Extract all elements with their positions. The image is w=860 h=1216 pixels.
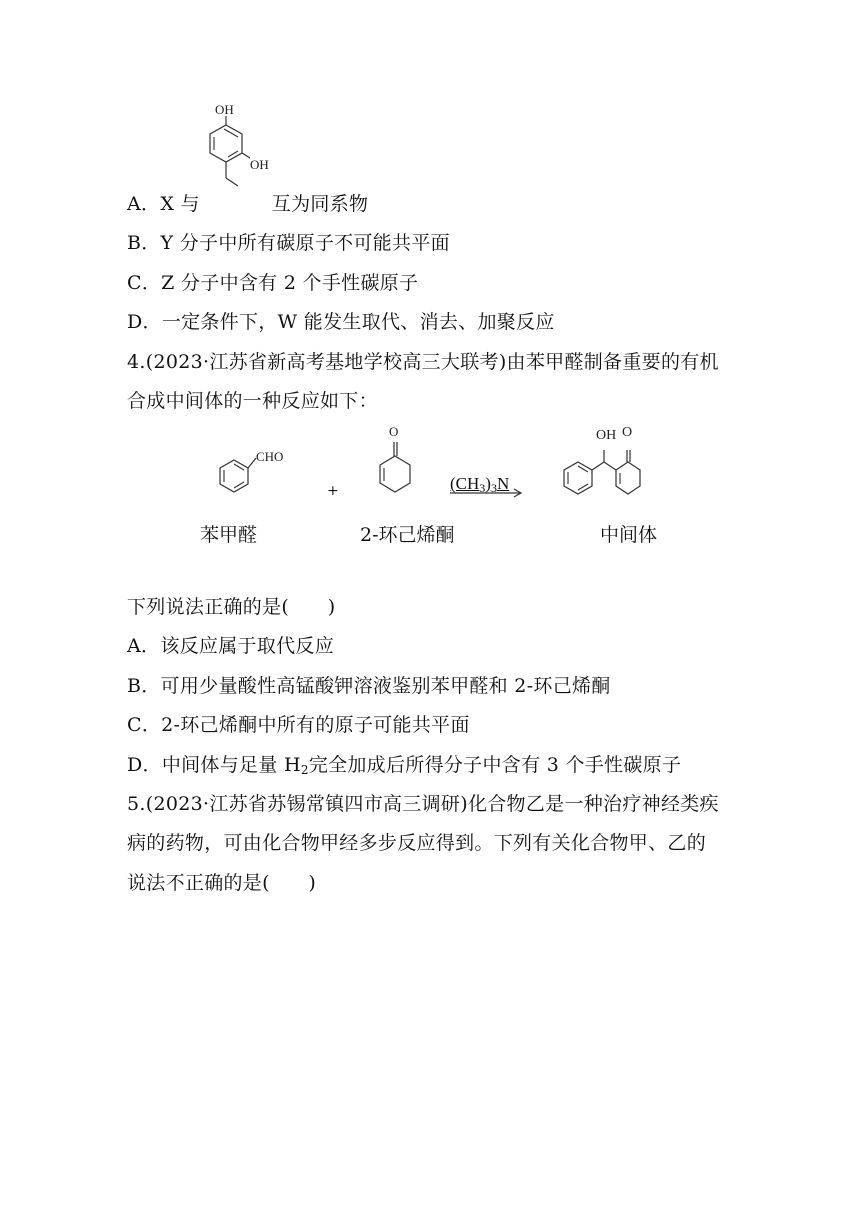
q4-stem-line-1: 4.(2023·江苏省新高考基地学校高三大联考)由苯甲醛制备重要的有机 <box>127 351 719 373</box>
q3-option-c: C．Z 分子中含有 2 个手性碳原子 <box>127 272 419 294</box>
q3-option-b: B．Y 分子中所有碳原子不可能共平面 <box>127 232 450 254</box>
oh-label-right: OH <box>250 157 269 172</box>
reaction-reagent: $(CH_3)_3N$ <box>450 474 510 495</box>
caption-benzaldehyde: 苯甲醛 <box>200 524 258 546</box>
oh-label-top: OH <box>215 102 234 117</box>
q4-option-c: C．2-环己烯酮中所有的原子可能共平面 <box>127 714 470 736</box>
q3-option-a-suffix: 互为同系物 <box>271 193 369 215</box>
q4-option-a: A．该反应属于取代反应 <box>127 635 335 657</box>
q5-stem-line-2: 病的药物，可由化合物甲经多步反应得到。下列有关化合物甲、乙的 <box>127 832 707 854</box>
cyclohexenone-structure <box>370 424 420 504</box>
benzaldehyde-structure <box>212 444 292 504</box>
q3-option-d: D．一定条件下，W 能发生取代、消去、加聚反应 <box>127 311 555 333</box>
intermediate-structure <box>558 424 658 504</box>
plus-sign: + <box>327 483 339 499</box>
caption-intermediate: 中间体 <box>600 524 658 546</box>
product-o-label: O <box>622 425 633 440</box>
q4-question: 下列说法正确的是( ) <box>127 596 336 618</box>
q4-option-b: B．可用少量酸性高锰酸钾溶液鉴别苯甲醛和 2-环己烯酮 <box>127 675 611 697</box>
reaction-arrow <box>450 488 526 498</box>
q5-stem-line-3: 说法不正确的是( ) <box>127 872 317 894</box>
q5-stem-line-1: 5.(2023·江苏省苏锡常镇四市高三调研)化合物乙是一种治疗神经类疾 <box>127 793 719 815</box>
product-oh-label: OH <box>596 428 617 443</box>
q3-option-a <box>127 192 368 216</box>
q4-stem-line-2: 合成中间体的一种反应如下： <box>127 390 378 412</box>
cho-label: CHO <box>256 449 284 464</box>
q4-option-d: D．中间体与足量 $H_2$完全加成后所得分子中含有 3 个手性碳原子 <box>127 754 682 777</box>
caption-cyclohexenone: 2-环己烯酮 <box>360 524 455 546</box>
q3-option-a-prefix: A．X 与 <box>127 193 200 215</box>
ketone-o-label: O <box>389 424 399 439</box>
